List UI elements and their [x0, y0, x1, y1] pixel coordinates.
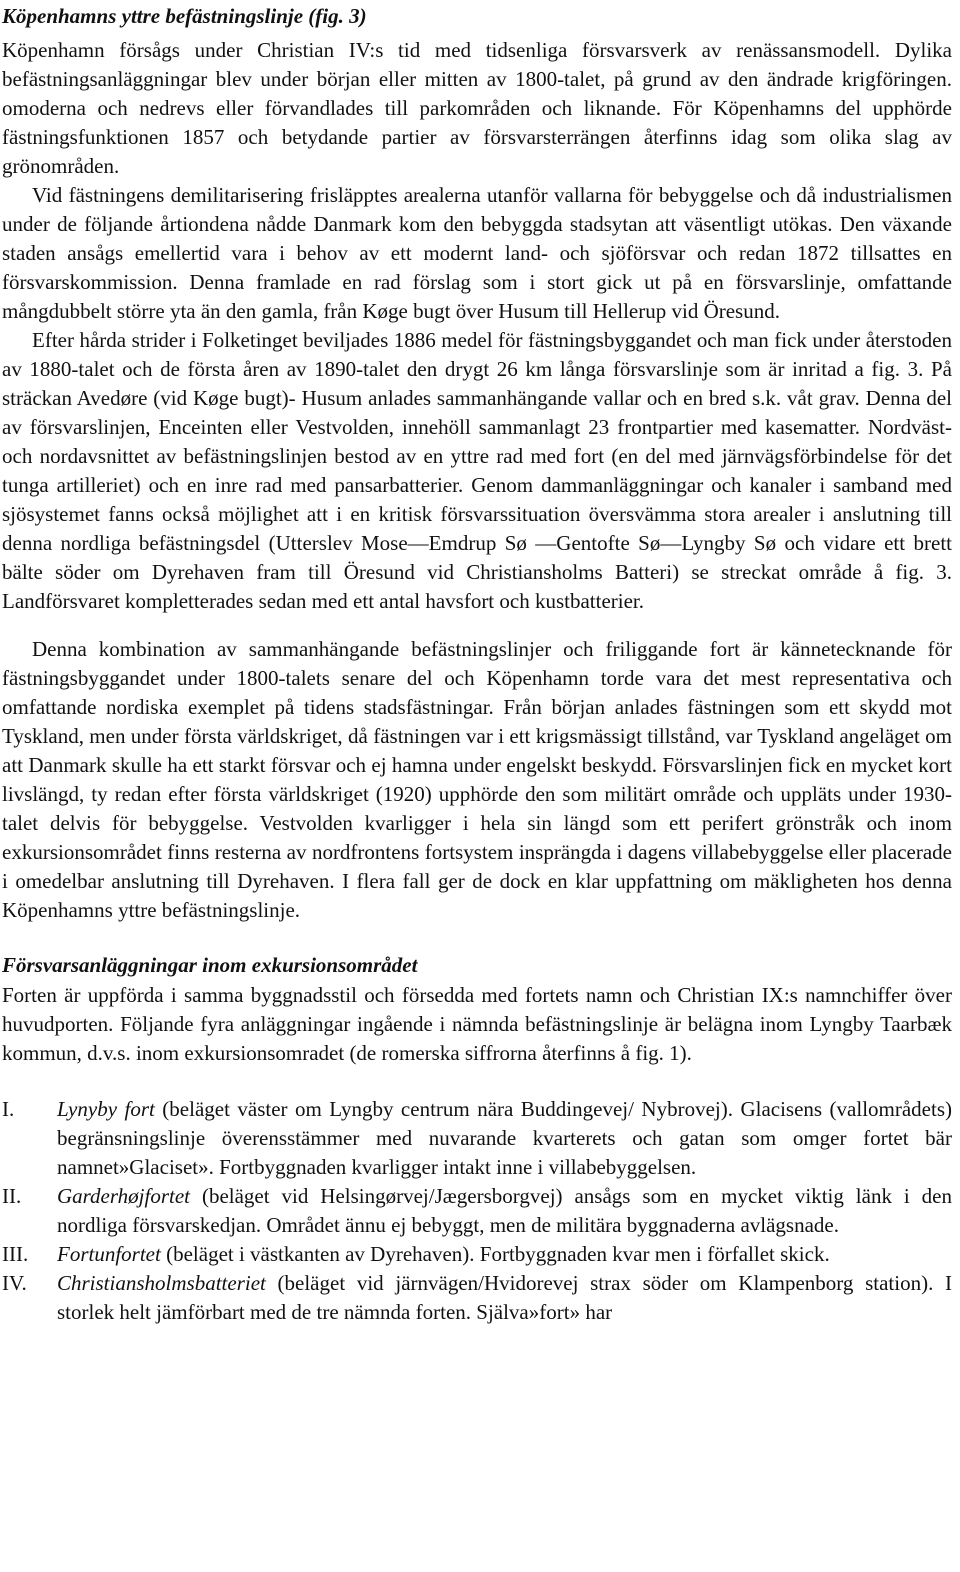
list-item-body [57, 1269, 952, 1327]
paragraph: Vid fästningens demilitarisering frisläpptes arealerna utanför vallarna för bebyggelse och då industrialismen under de följande årtiondena nådde Danmark kom den bebyggda stadsytan att väsentligt utökas. Den växande staden ansågs emellertid vara i behov av ett modernt land- och sjöförsvar och redan 1872 tillsattes en försvarskommission. Denna framlade en rad förslag som i stort gick ut på en försvarslinje, omfattande mångdubbelt större yta än den gamla, från Køge bugt över Husum till Hellerup vid Öresund. [2, 183, 952, 323]
list-item-text: (beläget i västkanten av Dyrehaven). Fortbyggnaden kvar men i förfallet skick. [160, 1242, 830, 1266]
list-item-text: (beläget vid Helsingørvej/Jægersborgvej) ansågs som en mycket viktig länk i den nordliga försvarskedjan. Området ännu ej bebyggt, men de militära byggnaderna avlägsnade. [57, 1184, 952, 1237]
list-item [2, 1095, 952, 1182]
paragraph: Denna kombination av sammanhängande befästningslinjer och friliggande fort är kännetecknande för fästningsbyggandet under 1800-talets senare del och Köpenhamn torde vara det mest representativa och omfattande nordiska exemplet på tidens stadsfästningar. Från början anlades fästningen som ett skydd mot Tyskland, men under första världskriget, då fästningen var i ett krigsmässigt tillstånd, var Tyskland angeläget om att Danmark skulle ha ett starkt försvar och ej hamna under engelskt beskydd. Försvarslinjen fick en mycket kort livslängd, ty redan efter första världskriget (1920) upphörde den som militärt område och uppläts under 1930-talet delvis för bebyggelse. Vestvolden kvarligger i hela sin längd som ett perifert grönstråk och inom exkursionsområdet finns resterna av nordfrontens fortsystem insprängda i dagens villabebyggelse eller placerade i omedelbar anslutning till Dyrehaven. I flera fall ger de dock en klar uppfattning om mäkligheten hos denna Köpenhamns yttre befästningslinje. [2, 637, 952, 922]
fort-name: Garderhøjfortet [57, 1184, 191, 1208]
paragraph: Köpenhamn försågs under Christian IV:s tid med tidsenliga försvarsverk av renässansmodell. Dylika befästningsanläggningar blev under början eller mitten av 1800-talet, på grund av den ändrade krigföringen. omoderna och nedrevs eller förvandlades till parkområden och liknande. För Köpenhamns del upphörde fästningsfunktionen 1857 och betydande partier av försvarsterrängen återfinns idag som olika slag av grönområden. [2, 38, 952, 178]
list-item [2, 1269, 952, 1327]
list-item-text: (beläget väster om Lyngby centrum nära Buddingevej/ Nybrovej). Glacisens (vallområdets) begränsningslinje överensstämmer med nuvarande kvarterets och gatan som omger fortet bär namnet»Glaciset». Fortbyggnaden kvarligger intakt inne i villabebyggelsen. [57, 1097, 952, 1179]
list-item-text: (beläget vid järnvägen/Hvidorevej strax söder om Klampenborg station). I storlek helt jämförbart med de tre nämnda forten. Själva»fort» har [57, 1271, 952, 1324]
list-item-body [57, 1095, 952, 1182]
list-number: IV. [2, 1271, 27, 1295]
fort-name: Lynyby fort [57, 1097, 155, 1121]
list-number: I. [2, 1097, 15, 1121]
fortification-list [2, 1095, 952, 1327]
fort-name: Fortunfortet [57, 1242, 161, 1266]
section-heading: Köpenhamns yttre befästningslinje (fig. 3) [2, 4, 367, 28]
list-number: II. [2, 1184, 22, 1208]
fort-name: Christiansholmsbatteriet [57, 1271, 266, 1295]
section-heading: Försvarsanläggningar inom exkursionsområdet [2, 953, 418, 977]
paragraph: Forten är uppförda i samma byggnadsstil och försedda med fortets namn och Christian IX:s namnchiffer över huvudporten. Följande fyra anläggningar ingående i nämnda befästningslinje är belägna inom Lyngby Taarbæk kommun, d.v.s. inom exkursionsomradet (de romerska siffrorna återfinns å fig. 1). [2, 983, 952, 1065]
list-item-body [57, 1182, 952, 1240]
list-number: III. [2, 1242, 29, 1266]
list-item [2, 1182, 952, 1240]
list-item [2, 1240, 952, 1269]
paragraph: Efter hårda strider i Folketinget beviljades 1886 medel för fästningsbyggandet och man fick under återstoden av 1880-talet och de första åren av 1890-talet den drygt 26 km långa försvarslinje som är inritad a fig. 3. På sträckan Avedøre (vid Køge bugt)- Husum anlades sammanhängande vallar och en bred s.k. våt grav. Denna del av försvarslinjen, Enceinten eller Vestvolden, innehöll sammanlagt 23 frontpartier med kasematter. Nordväst- och nordavsnittet av befästningslinjen bestod av en yttre rad med fort (en del med järnvägsförbindelse för det tunga artilleriet) och en inre rad med pansarbatterier. Genom dammanläggningar och kanaler i samband med sjösystemet fanns också möjlighet att i en kritisk försvarssituation översvämma stora arealer i anslutning till denna nordliga befästningsdel (Utterslev Mose—Emdrup Sø —Gentofte Sø—Lyngby Sø och vidare ett brett bälte söder om Dyrehaven fram till Öresund vid Christiansholms Batteri) se streckat område å fig. 3. Landförsvaret kompletterades sedan med ett antal havsfort och kustbatterier. [2, 328, 952, 613]
list-item-body [57, 1240, 952, 1269]
